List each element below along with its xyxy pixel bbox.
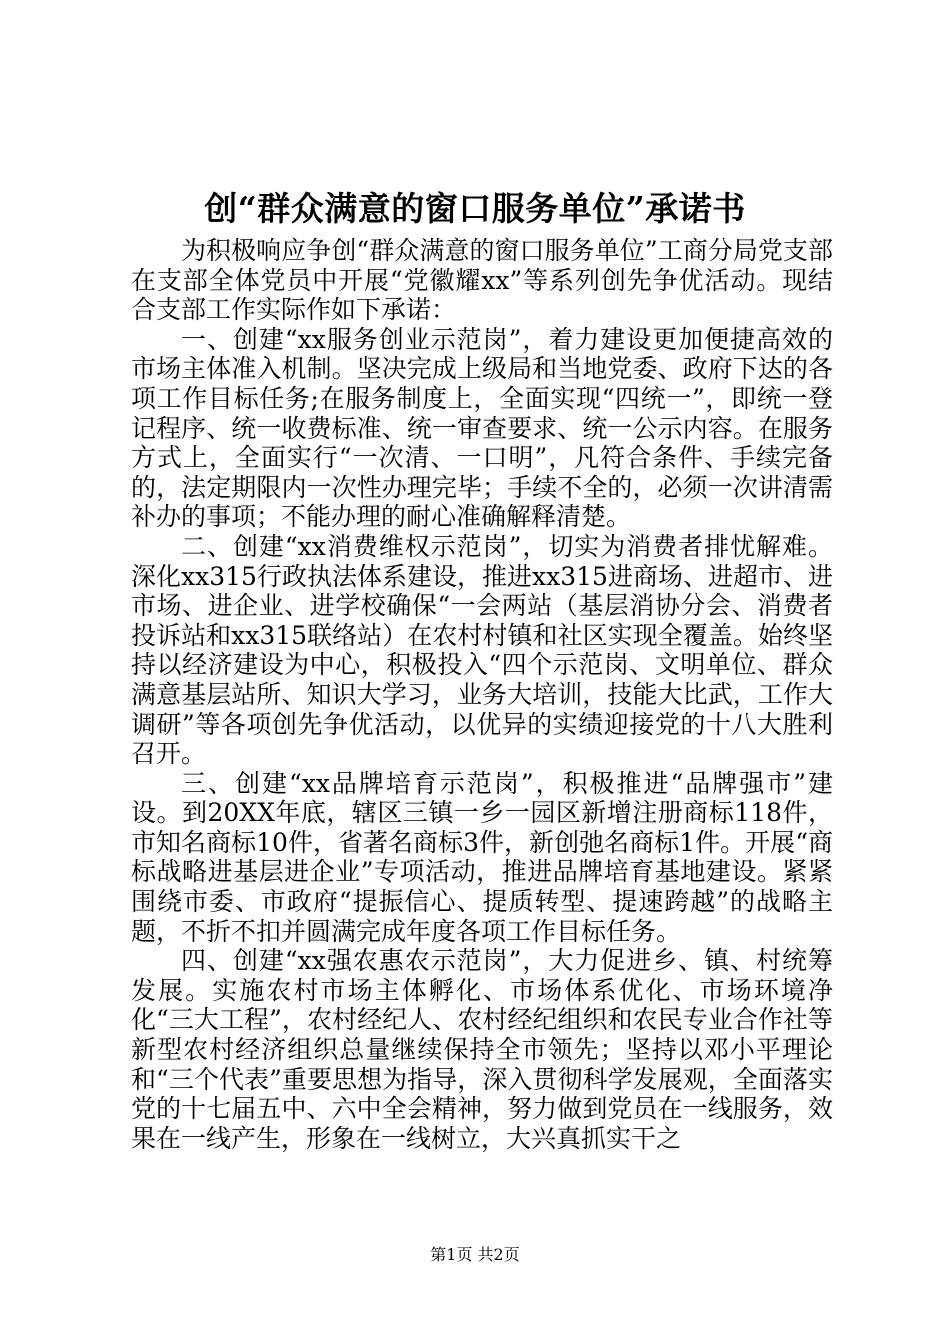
- paragraph-item-3: 三、创建“xx品牌培育示范岗”，积极推进“品牌强市”建设。到20XX年底，辖区三镇一乡一园区新增注册商标118件，市知名商标10件，省著名商标3件，新创弛名商标1件。开展“商标战略进基层进企业”专项活动，推进品牌培育基地建设。紧紧围绕市委、市政府“提振信心、提质转型、提速跨越”的战略主题，不折不扣并圆满完成年度各项工作目标任务。: [131, 768, 833, 946]
- paragraph-item-1: 一、创建“xx服务创业示范岗”，着力建设更加便捷高效的市场主体准入机制。坚决完成上级局和当地党委、政府下达的各项工作目标任务;在服务制度上，全面实现“四统一”，即统一登记程序、统一收费标准、统一审查要求、统一公示内容。在服务方式上，全面实行“一次清、一口明”，凡符合条件、手续完备的，法定期限内一次性办理完毕；手续不全的，必须一次讲清需补办的事项；不能办理的耐心准确解释清楚。: [131, 324, 833, 532]
- paragraph-intro: 为积极响应争创“群众满意的窗口服务单位”工商分局党支部在支部全体党员中开展“党徽耀xx”等系列创先争优活动。现结合支部工作实际作如下承诺：: [131, 236, 833, 325]
- page-number-footer: 第1页 共2页: [430, 1245, 520, 1264]
- paragraph-item-2: 二、创建“xx消费维权示范岗”，切实为消费者排忧解难。深化xx315行政执法体系建设，推进xx315进商场、进超市、进市场、进企业、进学校确保“一会两站（基层消协分会、消费者投诉站和xx315联络站）在农村村镇和社区实现全覆盖。始终坚持以经济建设为中心，积极投入“四个示范岗、文明单位、群众满意基层站所、知识大学习，业务大培训，技能大比武，工作大调研”等各项创先争优活动，以优异的实绩迎接党的十八大胜利召开。: [131, 531, 833, 769]
- document-body: [131, 236, 833, 1153]
- document-title: 创“群众满意的窗口服务单位”承诺书: [204, 189, 746, 228]
- paragraph-item-4: 四、创建“xx强农惠农示范岗”，大力促进乡、镇、村统筹发展。实施农村市场主体孵化、市场体系优化、市场环境净化“三大工程”，农村经纪人、农村经纪组织和农民专业合作社等新型农村经济组织总量继续保持全市领先；坚持以邓小平理论和“三个代表”重要思想为指导，深入贯彻科学发展观，全面落实党的十七届五中、六中全会精神，努力做到党员在一线服务，效果在一线产生，形象在一线树立，大兴真抓实干之: [131, 946, 833, 1153]
